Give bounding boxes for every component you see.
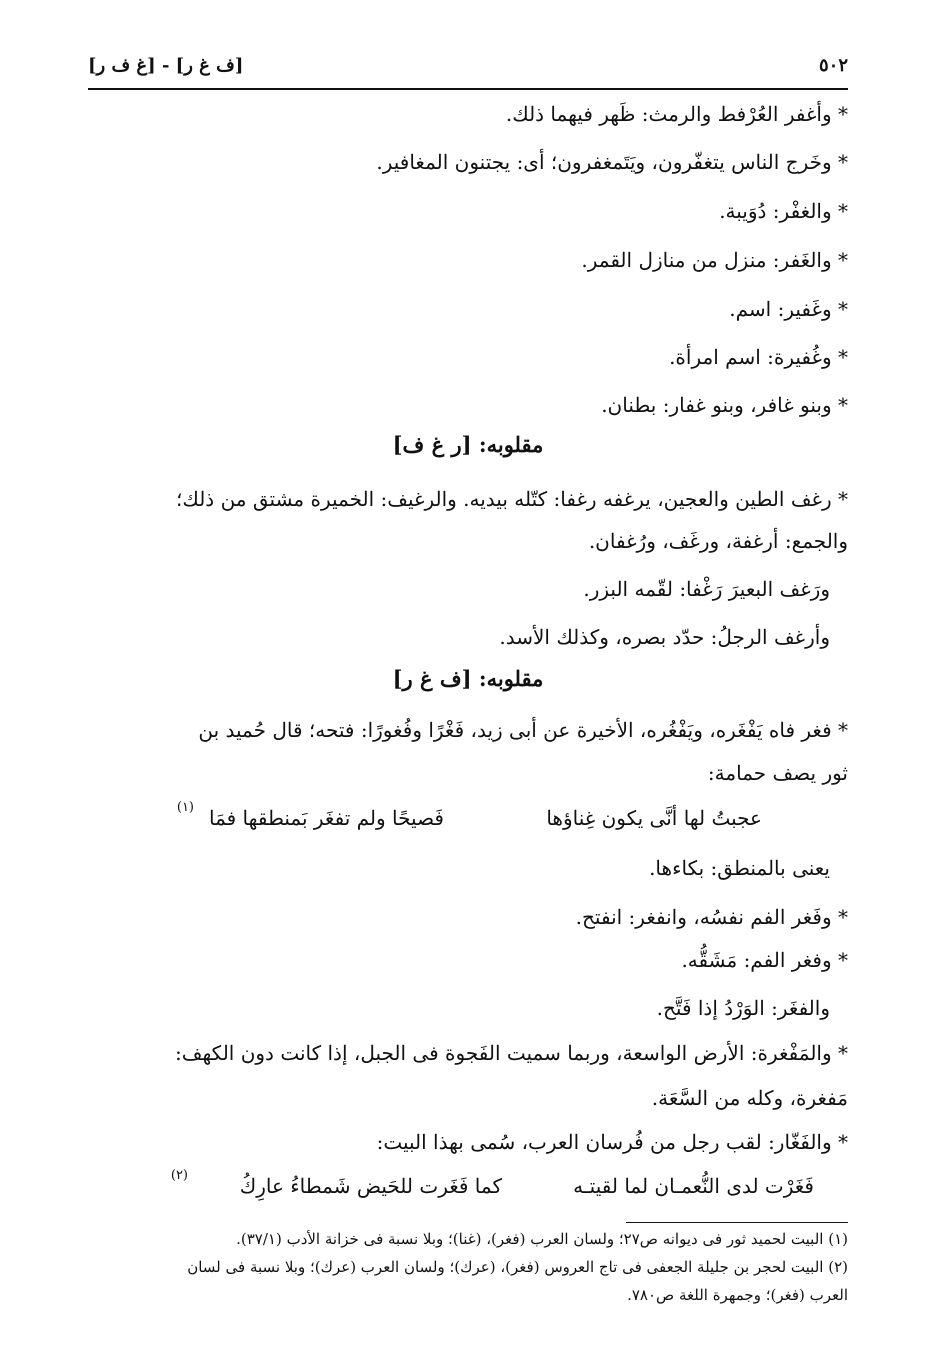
entry-line: * وغُفيرة: اسم امرأة. — [669, 345, 848, 369]
entry-line: * وفَغر الفم نفسُه، وانفغر: انفتح. — [575, 905, 848, 929]
entry-line: وأرغف الرجلُ: حدّد بصره، وكذلك الأسد. — [499, 625, 830, 649]
entry-line: والفغَر: الوَرْدُ إذا فَتَّح. — [656, 996, 830, 1020]
entry-line: * رغف الطين والعجين، يرغفه رغفا: كتّله بيديه. والرغيف: الخميرة مشتق من ذلك؛ — [176, 487, 848, 511]
verse-hemistich-second: كما فَغَرت للحَيض شَمطاءُ عارِكُ — [239, 1174, 502, 1198]
footnote-marker: (١) — [176, 800, 194, 815]
entry-line: مَفغرة، وكله من السَّعَة. — [651, 1086, 848, 1110]
verse-hemistich-second: فَصيحًا ولم تفغَر بَمنطقها فمَا — [208, 806, 444, 830]
verse-hemistich-first: عجبتُ لها أنَّى يكون غِناؤها — [546, 806, 762, 830]
entry-line: * فغر فاه يَفْغَره، ويَفْغُره، الأخيرة عن أبى زيد، فَغْرًا وفُغورًا: فتحه؛ قال حُميد بن — [198, 718, 848, 742]
entry-line: ورَغف البعيرَ رَغْفا: لقّمه البزر. — [583, 577, 830, 601]
verse-hemistich-first: فَغَرْت لدى النُّعمـان لما لقيتـه — [573, 1174, 814, 1198]
section-heading: مقلوبه: [ر غ ف] — [392, 432, 544, 457]
entry-line: ثور يصف حمامة: — [707, 761, 848, 785]
entry-line: * وغَفير: اسم. — [729, 297, 848, 321]
entry-line: * والغفْر: دُوَيبة. — [719, 199, 848, 223]
entry-line: * وخَرج الناس يتغفّرون، ويَتَمغفرون؛ أى: يجتنون المغافير. — [376, 150, 848, 174]
footnote-line: (٢) البيت لحجر بن جليلة الجعفى فى تاج العروس (فغر)، (عرك)؛ ولسان العرب (عرك)؛ وبلا نسبة فى لسان — [187, 1258, 848, 1276]
entry-line: * وفغر الفم: مَشَقُّه. — [681, 948, 848, 972]
entry-line: * والغَفر: منزل من منازل القمر. — [581, 248, 848, 272]
page-number: ٥٠٢ — [818, 54, 848, 76]
footnote-rule — [626, 1222, 848, 1223]
footnote-line: (١) البيت لحميد ثور فى ديوانه ص٢٧؛ ولسان العرب (فغر)، (غنا)؛ وبلا نسبة فى خزانة الأدب (٣٧/١). — [236, 1230, 848, 1248]
footnote-marker: (٢) — [170, 1168, 188, 1183]
section-heading: مقلوبه: [ف غ ر] — [392, 666, 544, 691]
header-rule — [88, 88, 848, 90]
entry-line: * والمَفْغرة: الأرض الواسعة، وربما سميت الفَجوة فى الجبل، إذا كانت دون الكهف: — [175, 1041, 848, 1065]
footnote-line: العرب (فغر)؛ وجمهرة اللغة ص٧٨٠. — [627, 1286, 848, 1304]
entry-line: * وأغفر العُرْفط والرمث: ظَهر فيهما ذلك. — [505, 102, 848, 126]
verse-2 — [88, 1168, 848, 1204]
page-header — [88, 48, 848, 82]
verse-1 — [88, 800, 848, 836]
entry-line: * والفَغّار: لقب رجل من فُرسان العرب، سُمى بهذا البيت: — [376, 1130, 848, 1154]
running-head: [غ ف ر] - [ف غ ر] — [88, 54, 244, 76]
entry-line: يعنى بالمنطق: بكاءها. — [649, 856, 830, 880]
entry-line: * وبنو غافر، وبنو غفار: بطنان. — [601, 393, 848, 417]
entry-line: والجمع: أرغفة، ورغَف، ورُغفان. — [588, 529, 848, 553]
